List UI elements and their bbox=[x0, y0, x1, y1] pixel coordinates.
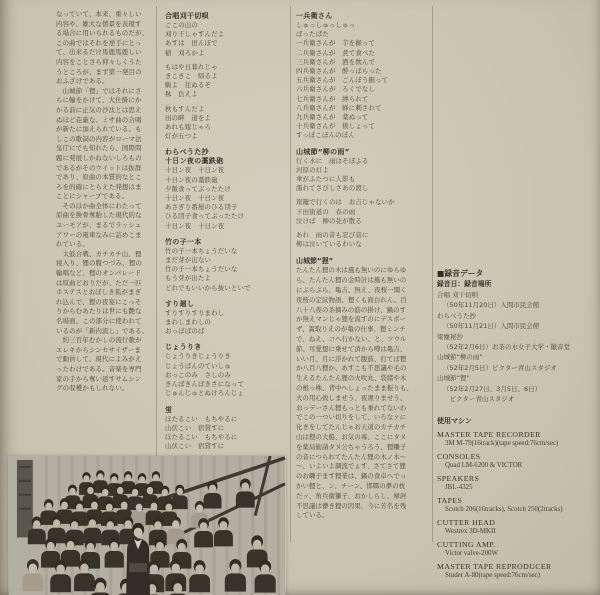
recording-track: 合唱 刈干切唄 bbox=[437, 291, 479, 299]
essay-line: 太鼓合戦、カチカチ山、狸 bbox=[56, 249, 142, 258]
lyric-line: 三兵衛さんが 酒を飲んで bbox=[296, 57, 376, 66]
lyric-line: しゅっしゅっしゅっ bbox=[296, 21, 356, 29]
equipment-header: 使用マシン bbox=[437, 417, 472, 426]
essay-line: であるがそのウイットは抜群 bbox=[56, 163, 142, 172]
song-section bbox=[165, 12, 262, 141]
equipment-list bbox=[437, 430, 597, 581]
lyric-line: どれでもいいから抜いといで bbox=[165, 283, 251, 292]
lyric-line: まだ芽が出ない bbox=[165, 256, 212, 265]
equipment-name: CUTTER HEAD bbox=[437, 517, 496, 527]
lyric-line: 不思議は儚き狸の因果、今に芳名を残 bbox=[296, 501, 407, 510]
essay-line: いるのが「新内流し」である。 bbox=[56, 326, 149, 335]
lyric-line: 下田街道の 春の雨 bbox=[296, 207, 356, 216]
recording-detail: ビクター青山スタジオ bbox=[443, 395, 515, 404]
lyric-line: ら、たんたん狸の金時計は風も無いの bbox=[296, 276, 407, 285]
lyric-line: あれも嫁じゃろ bbox=[165, 123, 212, 132]
lyric-line: かい狸と、ン、チーン、邯鄲の夢の枕 bbox=[296, 482, 406, 490]
lyric-line: か八百八狸か、あすこも不思議や毛の bbox=[296, 364, 407, 373]
lyric-line: 十日ン夜 十日ン夜 bbox=[165, 194, 225, 203]
essay-line: て、出来るだけ馬鹿馬鹿しい bbox=[56, 48, 142, 57]
lyric-line: 〜、いよいよ調流でぇす、さてさて狸 bbox=[296, 462, 406, 471]
studio-ladder bbox=[17, 460, 33, 537]
lyric-line: 柳は泣いているわいな bbox=[296, 240, 362, 249]
recording-detail: （50年11月20日）入間市民会館 bbox=[443, 301, 540, 310]
lyric-line: きこきこ 帰るよ bbox=[165, 72, 218, 81]
lyric-line: いい月、月に浮かれて腹鼓、打てば狸 bbox=[296, 354, 407, 363]
lyric-line: 山伏こい 宿貸すに bbox=[165, 442, 225, 451]
essay-line: りからむあたりは世にも艶な bbox=[56, 307, 142, 316]
song-title: すり廻し bbox=[165, 299, 195, 308]
lyric-line: 生えるたんたん狸の火吹丸、袋緒や木 bbox=[296, 374, 407, 383]
lyric-line: を薬局勧請タヌ公ちゃうろう、狸囃子 bbox=[296, 442, 407, 451]
essay-line: うところが、まず第一発目の bbox=[56, 67, 142, 76]
lyric-line: にぶらぶら、亀吉、無え、夜桜一聞く bbox=[296, 286, 407, 295]
song-title: 十日ン夜の藁鉄砲 bbox=[165, 157, 224, 166]
lyric-line: で、ねえ、コへ行かない、と、ソウル bbox=[296, 335, 407, 344]
lyric-line: たんたん狸の木は風も無いのにゆらゆ bbox=[296, 266, 407, 275]
lyric-line: している。 bbox=[296, 511, 329, 520]
equipment-value: Quad LM-6200 & VICTOR bbox=[445, 462, 523, 470]
essay-line: が新たに加えられている。も bbox=[56, 125, 142, 134]
lyric-line: のお囃子ます狸業は、鍋の食卓へでっ bbox=[296, 472, 407, 481]
lyric-line: の根っ株、背中へしょったまま振りも、 bbox=[296, 384, 413, 393]
lyric-line: 竹の子一本ちょうだいな bbox=[165, 265, 238, 274]
lyric-line: ひる団子食ってぶったたけ bbox=[165, 212, 245, 221]
lyric-line: 五兵衛さんが ごんぼう掘って bbox=[296, 76, 389, 85]
song-title: 合唱刈干切唄 bbox=[165, 12, 209, 20]
essay-line: れ込んで、狸の夜宴にこっそ bbox=[56, 297, 142, 306]
equipment-value: Studer A-80(tape speed:76cm/sec) bbox=[445, 572, 540, 580]
essay-line: ぬほど荘厳な、ミサ曲の合唱 bbox=[56, 115, 142, 124]
lyric-line: きんばきんばきさになって bbox=[165, 380, 245, 389]
lyrics-column-2 bbox=[296, 12, 430, 521]
lyric-line: 十兵衛さんが 俵しょって bbox=[296, 122, 376, 131]
lyric-line: ばったばた bbox=[296, 30, 329, 39]
lyric-line: 駒よ 往ぬるぞ bbox=[165, 81, 212, 90]
recording-track: 山城節“柳の雨” bbox=[437, 353, 483, 362]
essay-line: ろを的確にとらえた発想はま bbox=[56, 182, 142, 191]
essay-line: アワーの電車なみに詰めこま bbox=[56, 230, 142, 239]
recording-detail: （50年11月21日）入間市民会館 bbox=[443, 322, 540, 331]
equipment-name: MASTER TAPE REPRODUCER bbox=[437, 561, 552, 571]
lyrics-column-2-songs bbox=[296, 12, 430, 249]
lyric-line: じゅんじゅとぬけろんじょ bbox=[165, 389, 245, 398]
lyric-line: 四兵衛さんが 酔っぱらった bbox=[296, 67, 382, 76]
song-section bbox=[165, 238, 262, 293]
lyric-line: 八十八夜の茶摘みの筋の掛け、鍋のす bbox=[296, 305, 407, 314]
essay-line: おふざけである。 bbox=[56, 77, 109, 86]
essay-line: 輪唱など、狸のオンパレード bbox=[56, 269, 142, 278]
lyric-line: 田の畔 道をよ bbox=[165, 113, 212, 122]
essay-line: 家の手から奪い返すサムシン bbox=[56, 374, 142, 383]
lyric-line: 秋もすんだよ bbox=[165, 104, 205, 113]
song-title: 蛍 bbox=[165, 405, 173, 414]
essay-line: で動員して、現代によみがえ bbox=[56, 355, 142, 364]
recording-track: 梁塵秘抄 bbox=[437, 332, 463, 341]
lyric-line: ここの山の bbox=[165, 21, 198, 29]
lyric-line: ほたるこい もちやるに bbox=[165, 414, 238, 423]
lyric-line: 泣けば 柳の花が散る bbox=[296, 216, 362, 225]
lyric-line: 十日ン夜 十日ン夜 bbox=[165, 166, 225, 175]
lyric-line: 火の用心致しませう、夜廻りませう、 bbox=[296, 393, 407, 402]
equipment-name: MASTER TAPE RECORDER bbox=[437, 429, 541, 439]
song-title: 一兵衛さん bbox=[296, 12, 333, 20]
lyric-line: 山伏こい 宿貸すに bbox=[165, 423, 225, 432]
essay-line: ことにシャープである。 bbox=[56, 192, 129, 201]
essay-line: しこの歌詞の内容がローマ法 bbox=[56, 134, 142, 143]
recording-detail: （52年2月6日）お茶の水女子大学・徽音堂 bbox=[443, 343, 571, 352]
recording-detail: （52年2月5日）ビクター青山スタジオ bbox=[443, 363, 557, 372]
equipment-value: Westrex 3D-MKII bbox=[445, 528, 496, 536]
essay-line: ユーモアが、まるでラッシュ bbox=[56, 221, 142, 230]
song-section bbox=[165, 343, 262, 398]
group-photo-image bbox=[8, 456, 286, 595]
lyric-line: 駕籠で行くのは お吉じゃないか bbox=[296, 198, 395, 207]
essay-line: 名場面、この部分に使われて bbox=[56, 317, 142, 325]
lyric-line: 灯が五つよ bbox=[165, 132, 198, 141]
lyric-line: か無えマンじゃ狸を流すのにデスポー bbox=[296, 315, 407, 324]
lyric-line: おっデーさん狸もっとも乗れてないわ bbox=[296, 403, 407, 412]
lyric-line: じょうりきじょうりき bbox=[165, 352, 231, 361]
lyric-line: 一兵衛さんが 芋を掘って bbox=[296, 39, 376, 48]
song-title: 竹の子一本 bbox=[165, 237, 202, 246]
lyric-line: ザ、簀取りえのが亀の仕事、狸ミンチ bbox=[296, 325, 406, 334]
lyric-line: 竹の子一本ちょうだいな bbox=[165, 246, 238, 255]
equipment-value: Victor valve-200W bbox=[445, 550, 498, 558]
equipment-name: CONSOLES bbox=[437, 451, 481, 461]
recording-data-section bbox=[437, 268, 597, 580]
essay-line: ホステスとおぼしき狐がまぎ bbox=[56, 288, 142, 297]
lyric-line: 刈り干しゃすんだよ bbox=[165, 30, 225, 39]
song-title: わらべうた抄 bbox=[165, 148, 209, 157]
lyric-line: 夜桜の定紋物語、狸くも面白れん。百 bbox=[296, 295, 407, 304]
fold-crease bbox=[290, 6, 291, 542]
recording-data-header: ■録音データ bbox=[437, 269, 484, 278]
lyric-line: 九兵衛さんが 薬ぬって bbox=[296, 113, 369, 122]
equipment-value: JBL-4325 bbox=[445, 484, 473, 492]
lyric-line: すりすりすりまわし bbox=[165, 308, 225, 317]
lyric-line: 十日ン夜 十日ン夜 bbox=[165, 221, 225, 230]
lyric-line: あれ 雨の音も忍び音に bbox=[296, 231, 369, 240]
song-title: 山城節“狸” bbox=[296, 257, 334, 266]
lyric-line: おっこのみ さしのみ bbox=[165, 370, 231, 379]
lyric-line: もう芽が出たよ bbox=[165, 274, 212, 283]
song-section bbox=[296, 148, 430, 250]
lyric-line: 行く水に 雨はそぼふる bbox=[296, 156, 369, 165]
essay-line: ったわけである。音楽を専門 bbox=[56, 364, 142, 373]
lyric-line: すっぽこぽんのぽん bbox=[296, 131, 355, 140]
lyric-line: 傘がふたつに人影も bbox=[296, 175, 356, 184]
song-title: 山城節“柳の雨” bbox=[296, 147, 350, 156]
essay-column bbox=[56, 10, 156, 394]
essay-line: る場合に用いられるものだが、 bbox=[56, 29, 149, 38]
essay-line: 内容をことさら仰々しくうた bbox=[56, 57, 142, 66]
lyric-line: 山は狸の大船、お気の毒、ここにタヌ bbox=[296, 433, 407, 442]
lyric-line: あすは 田んぼで bbox=[165, 39, 218, 48]
lyric-line: 夕飯食ってぶったたけ bbox=[165, 184, 231, 193]
essay-line: この曲ではそれを逆手にとっ bbox=[56, 38, 142, 47]
lyrics-column-1 bbox=[165, 12, 262, 458]
lyric-line: だッ、角兵衛獅子、おかしらし、摩訶 bbox=[296, 491, 407, 500]
lyric-line: 二兵衛さんが 煮て食べた bbox=[296, 48, 376, 57]
lyric-line: 化きをしてたんじゃお天道のカチカチ bbox=[296, 423, 407, 432]
lyric-line: もはや日暮れじゃ bbox=[165, 62, 218, 71]
tanuki-lyrics bbox=[296, 266, 430, 521]
group-photo bbox=[8, 456, 286, 595]
essay-line: エレキからシンセサイザーま bbox=[56, 345, 142, 354]
lyric-line: 秣 負えよ bbox=[165, 90, 198, 99]
essay-line: 寝入り、狸の腹つづみ、狸の bbox=[56, 259, 143, 268]
song-section bbox=[165, 300, 262, 337]
song-section bbox=[296, 12, 430, 141]
lyric-line: 節、可愛想に乗せて済から噂は亀吉、 bbox=[296, 344, 407, 353]
lyric-line: の音につられてたんたん狸の木ノ木〜 bbox=[296, 452, 407, 461]
essay-line: 山城節「狸」ではそれにさ bbox=[56, 86, 142, 95]
lyric-line: でこの一つい切りをして、いろなァに bbox=[296, 413, 407, 422]
lyric-line: 河原の灯よ bbox=[296, 165, 329, 174]
essay-line: そのほか曲全体にわたって bbox=[56, 201, 142, 210]
lyric-line: ほたるこい もちやるに bbox=[165, 432, 238, 441]
essay-line: であり、原曲の本質的なとこ bbox=[56, 173, 142, 182]
essay-line: グの収穫かもしれない。 bbox=[56, 384, 129, 393]
recording-track: 山城節“狸” bbox=[437, 374, 470, 383]
equipment-name: SPEAKERS bbox=[437, 473, 480, 483]
essay-line: 皇庁にでも知れたら、国際問 bbox=[56, 144, 142, 153]
lyric-line: 八兵衛さんが 蜂に刺されて bbox=[296, 103, 382, 112]
equipment-value: 3M M-79(16track)(tape speed:76cm/sec) bbox=[445, 440, 559, 448]
recording-entries bbox=[437, 290, 597, 404]
essay-line: は原曲どおりだが、ただ一匹 bbox=[56, 278, 142, 287]
essay-line: 内容や、雄大な情景を表現す bbox=[56, 19, 142, 28]
fold-crease bbox=[432, 6, 433, 542]
equipment-name: TAPES bbox=[437, 495, 463, 505]
lyric-line: 十日ン夜の藁鉄砲 bbox=[165, 175, 218, 184]
equipment-value: Scotch 206(16tracks), Scotch 250(2tracks) bbox=[445, 506, 563, 514]
lyric-line: 六兵衛さんが ろくでなし bbox=[296, 85, 376, 94]
equipment-name: CUTTING AMP. bbox=[437, 539, 496, 549]
lyric-line: 稲 刈ろかよ bbox=[165, 48, 205, 57]
lyric-line: じょうばんのていしゅ bbox=[165, 361, 231, 370]
essay-line: 題に発展しかねないしろもの bbox=[56, 153, 142, 162]
song-section bbox=[165, 406, 262, 452]
recording-detail: （52年2月27日、3月5日、6日） bbox=[443, 384, 542, 393]
essay-line: なっていて、本来、重々しい bbox=[56, 10, 142, 18]
lyric-line: あさぎり番屋のひる団子 bbox=[165, 203, 238, 212]
essay-line: かる前に正気の沙汰とは思え bbox=[56, 105, 142, 114]
lyric-line: 濡れてさびしさあの渡し bbox=[296, 184, 369, 193]
lyric-line: 七兵衛さんが 縛られて bbox=[296, 94, 369, 103]
essay-line: 原曲を換骨奪胎した現代的な bbox=[56, 211, 142, 220]
lyric-line: まわしまわしの bbox=[165, 318, 212, 327]
song-section bbox=[165, 148, 262, 230]
essay-line: 約三百年むかしの流行歌が bbox=[56, 336, 142, 345]
lyric-line: おっぱばのば bbox=[165, 327, 205, 336]
recording-track: わらべうた抄 bbox=[437, 311, 476, 320]
essay-line: らに輪をかけて、大仕掛にか bbox=[56, 96, 142, 105]
essay-line: れている。 bbox=[56, 240, 89, 249]
recording-data-subheader: 録音日：録音場所 bbox=[437, 280, 492, 288]
song-title: じょうりき bbox=[165, 343, 202, 352]
